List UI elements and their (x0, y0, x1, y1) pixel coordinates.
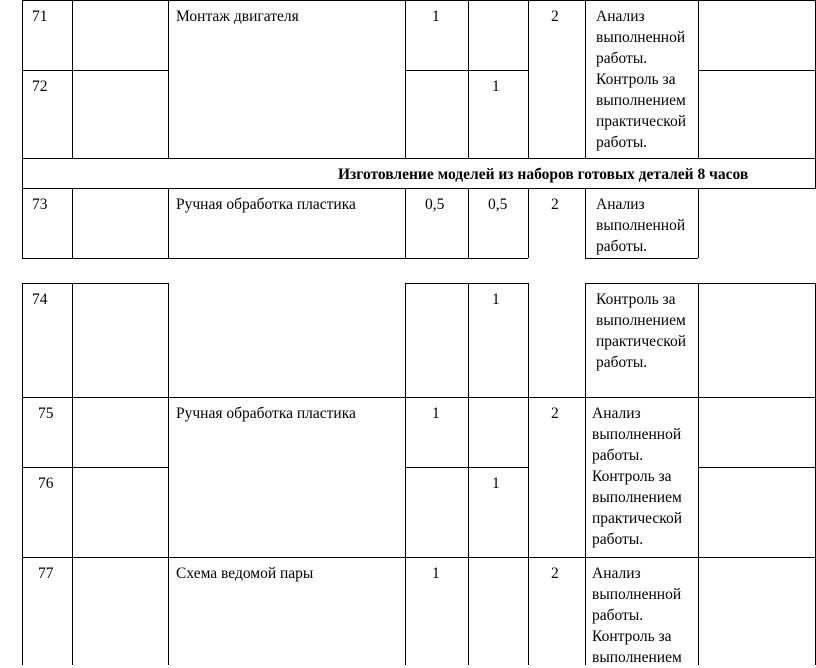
control-line: выполненной (596, 29, 686, 46)
row-number: 71 (32, 8, 48, 25)
hours-cell: 1 (432, 405, 440, 422)
hours-cell: 0,5 (488, 196, 508, 213)
control-line: выполненной (592, 586, 682, 603)
control-line: практической (596, 113, 687, 130)
row-number: 76 (38, 475, 54, 492)
control-line: работы. (592, 531, 644, 548)
control-line: работы. (596, 134, 648, 151)
control-line: практической (592, 510, 683, 527)
row-number: 73 (32, 196, 48, 213)
row-number: 75 (38, 405, 54, 422)
control-line: выполнением (596, 312, 686, 329)
hours-cell: 1 (492, 78, 500, 95)
control-cell (592, 403, 682, 550)
hours-cell: 1 (492, 475, 500, 492)
control-line: выполнением (592, 649, 682, 666)
hours-cell: 1 (492, 291, 500, 308)
control-line: выполнением (592, 489, 682, 506)
control-line: выполнением (596, 92, 686, 109)
control-cell (596, 194, 685, 257)
control-line: практической (596, 333, 687, 350)
control-line: работы. (596, 238, 648, 255)
control-cell (592, 563, 682, 668)
control-line: Контроль за (592, 468, 672, 485)
control-line: Анализ (596, 196, 645, 213)
hours-cell: 2 (551, 565, 559, 582)
row-number: 72 (32, 78, 48, 95)
topic-cell: Монтаж двигателя (176, 8, 299, 25)
row-number: 77 (38, 565, 54, 582)
topic-cell: Ручная обработка пластика (176, 196, 356, 213)
topic-cell: Ручная обработка пластика (176, 405, 356, 422)
control-line: Контроль за (596, 291, 676, 308)
hours-cell: 1 (432, 8, 440, 25)
control-line: работы. (592, 607, 644, 624)
hours-cell: 2 (551, 8, 559, 25)
hours-cell: 2 (551, 196, 559, 213)
section-heading: Изготовление моделей из наборов готовых деталей 8 часов (338, 166, 749, 183)
control-line: Анализ (592, 565, 641, 582)
control-line: работы. (596, 354, 648, 371)
control-line: выполненной (596, 217, 686, 234)
row-number: 74 (32, 291, 48, 308)
control-line: Анализ (596, 8, 645, 25)
control-cell (596, 6, 686, 153)
control-line: Контроль за (592, 628, 672, 645)
hours-cell: 0,5 (425, 196, 445, 213)
control-line: работы. (596, 50, 648, 67)
control-line: выполненной (592, 426, 682, 443)
topic-cell: Схема ведомой пары (176, 565, 314, 582)
control-line: Контроль за (596, 71, 676, 88)
control-cell (596, 289, 686, 373)
control-line: Анализ (592, 405, 641, 422)
hours-cell: 2 (551, 405, 559, 422)
control-line: работы. (592, 447, 644, 464)
hours-cell: 1 (432, 565, 440, 582)
